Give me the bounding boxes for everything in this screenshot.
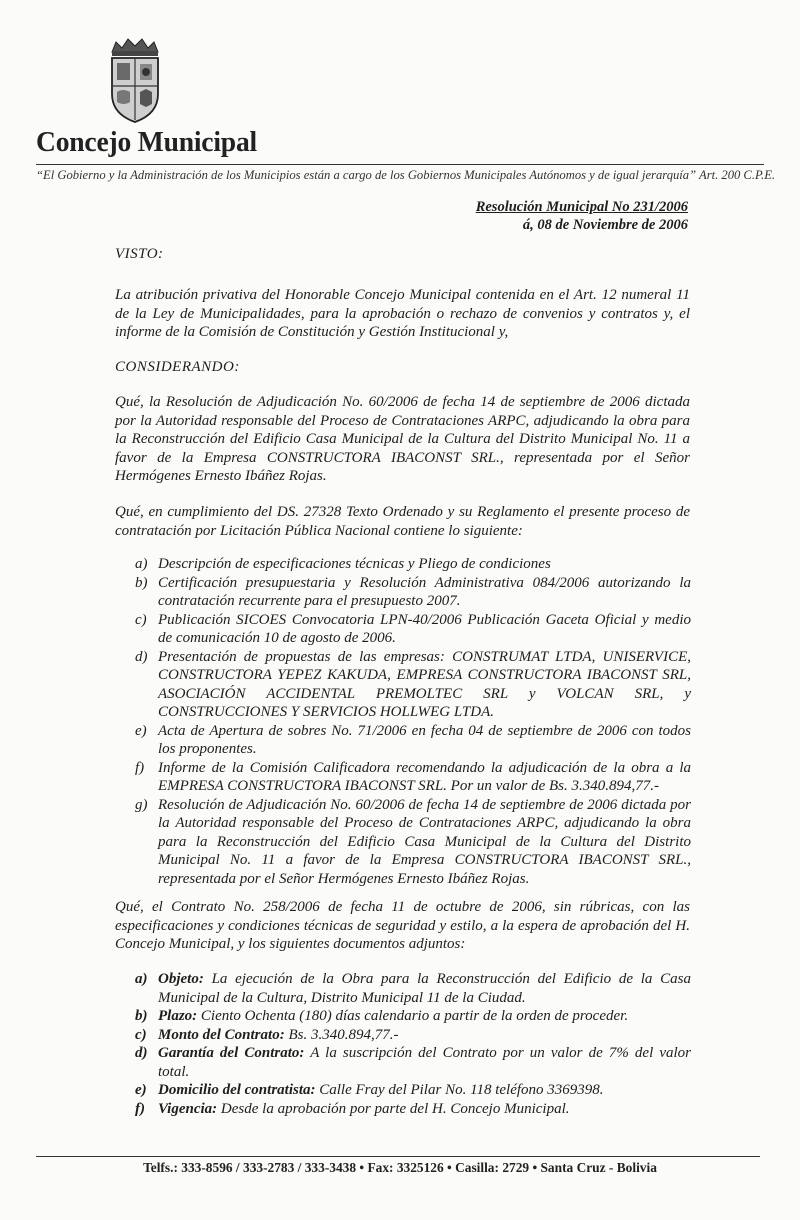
term-text: A la suscripción del Contrato por un valor de 7% del valor total. [158, 1045, 691, 1080]
list-marker: a) [135, 971, 148, 987]
considerando-paragraph-3: Qué, el Contrato No. 258/2006 de fecha 11 de octubre de 2006, sin rúbricas, con las especificaciones y condiciones técnicas de seguridad y estilo, a la espera de aprobación del H. Concejo Municipal, y los siguientes documentos adjuntos: [115, 899, 690, 952]
list-item-text: Acta de Apertura de sobres No. 71/2006 en fecha 04 de septiembre de 2006 con todos los proponentes. [158, 722, 691, 757]
visto-paragraph: La atribución privativa del Honorable Concejo Municipal contenida en el Art. 12 numeral 11 de la Ley de Municipalidades, para la aprobación o rechazo de convenios y contratos y, el informe de la Comisión de Constitución y Gestión Institucional y, [115, 287, 690, 340]
requirements-list [135, 555, 691, 888]
list-item-text: Presentación de propuestas de las empresas: CONSTRUMAT LTDA, UNISERVICE, CONSTRUCTORA YEPEZ KAKUDA, EMPRESA CONSTRUCTORA IBACONST SRL, ASOCIACIÓN ACCIDENTAL PREMOLTEC SRL y VOLCAN SRL, y CONSTRUCCIONES Y SERVICIOS HOLLWEG LTDA. [158, 648, 691, 720]
list-item [135, 1044, 691, 1081]
list-item [135, 648, 691, 722]
list-item [135, 555, 691, 574]
list-item [135, 1100, 691, 1119]
resolution-number: Resolución Municipal No 231/2006 [475, 199, 688, 215]
term-label: Vigencia: [158, 1100, 218, 1117]
list-item [135, 1007, 691, 1026]
list-marker: f) [135, 759, 145, 776]
list-item-text: Publicación SICOES Convocatoria LPN-40/2006 Publicación Gaceta Oficial y medio de comunicación 10 de agosto de 2006. [158, 611, 691, 646]
coat-of-arms-logo [106, 36, 164, 124]
term-text: Ciento Ochenta (180) días calendario a partir de la orden de proceder. [200, 1008, 629, 1024]
list-item [135, 611, 691, 648]
list-item [135, 574, 691, 611]
list-item-text: Resolución de Adjudicación No. 60/2006 de fecha 14 de septiembre de 2006 dictada por la Autoridad responsable del Proceso de Contrataciones ARPC, adjudicando la obra para la Reconstrucción del Edificio Casa Municipal de la Cultura del Distrito Municipal No. 11 a favor de la Empresa CONSTRUCTORA IBACONST SRL., representada por el Señor Hermógenes Ernesto Ibáñez Rojas. [158, 796, 691, 887]
resolution-date: á, 08 de Noviembre de 2006 [522, 217, 688, 233]
list-item [135, 796, 691, 889]
list-marker: b) [135, 574, 148, 591]
footer-contact: Telfs.: 333-8596 / 333-2783 / 333-3438 • Fax: 3325126 • Casilla: 2729 • Santa Cruz - Bolivia [143, 1160, 657, 1175]
term-text: Desde la aprobación por parte del H. Concejo Municipal. [220, 1100, 570, 1117]
term-label: Domicilio del contratista: [158, 1082, 316, 1098]
term-text: La ejecución de la Obra para la Reconstrucción del Edificio de la Casa Municipal de la Cultura, Distrito Municipal 11 de la Ciudad. [158, 971, 691, 1006]
term-text: Bs. 3.340.894,77.- [288, 1026, 399, 1043]
list-item-text: Descripción de especificaciones técnicas y Pliego de condiciones [158, 556, 551, 572]
list-item [135, 970, 691, 1007]
list-marker: c) [135, 611, 147, 628]
term-label: Objeto: [158, 971, 204, 987]
list-item-text: Certificación presupuestaria y Resolución Administrativa 084/2006 autorizando la contratación recurrente para el presupuesto 2007. [158, 574, 691, 609]
term-label: Garantía del Contrato: [158, 1045, 305, 1061]
list-marker: e) [135, 722, 147, 739]
list-marker: e) [135, 1082, 147, 1098]
header-divider [36, 164, 764, 165]
header-motto: “El Gobierno y la Administración de los Municipios están a cargo de los Gobiernos Municipales Autónomos y de igual jerarquía” Art. 200 C.P.E. [36, 168, 776, 182]
footer-divider [36, 1156, 760, 1157]
visto-heading: VISTO: [115, 246, 164, 262]
list-marker: d) [135, 1045, 148, 1061]
contract-terms-list [135, 970, 691, 1118]
list-marker: f) [135, 1100, 145, 1117]
organization-name: Concejo Municipal [36, 126, 257, 158]
list-marker: b) [135, 1008, 148, 1024]
considerando-paragraph-2: Qué, en cumplimiento del DS. 27328 Texto Ordenado y su Reglamento el presente proceso de contratación por Licitación Pública Nacional contiene lo siguiente: [115, 504, 690, 539]
term-label: Monto del Contrato: [158, 1026, 285, 1043]
term-label: Plazo: [158, 1008, 198, 1024]
considerando-paragraph-1: Qué, la Resolución de Adjudicación No. 60/2006 de fecha 14 de septiembre de 2006 dictada por la Autoridad responsable del Proceso de Contrataciones ARPC, adjudicando la obra para la Reconstrucción del Edificio Casa Municipal de la Cultura del Distrito Municipal No. 11 a favor de la Empresa CONSTRUCTORA IBACONST SRL., representada por el Señor Hermógenes Ernesto Ibáñez Rojas. [115, 394, 690, 484]
considerando-heading: CONSIDERANDO: [115, 359, 240, 375]
list-marker: d) [135, 648, 148, 665]
list-marker: a) [135, 556, 148, 572]
resolution-reference [476, 198, 688, 234]
list-marker: g) [135, 796, 148, 813]
list-item [135, 722, 691, 759]
list-item [135, 759, 691, 796]
list-marker: c) [135, 1026, 147, 1043]
list-item-text: Informe de la Comisión Calificadora recomendando la adjudicación de la obra a la EMPRESA CONSTRUCTORA IBACONST SRL. Por un valor de Bs. 3.340.894,77.- [158, 759, 691, 794]
list-item [135, 1026, 691, 1045]
term-text: Calle Fray del Pilar No. 118 teléfono 3369398. [319, 1082, 604, 1098]
list-item [135, 1081, 691, 1100]
